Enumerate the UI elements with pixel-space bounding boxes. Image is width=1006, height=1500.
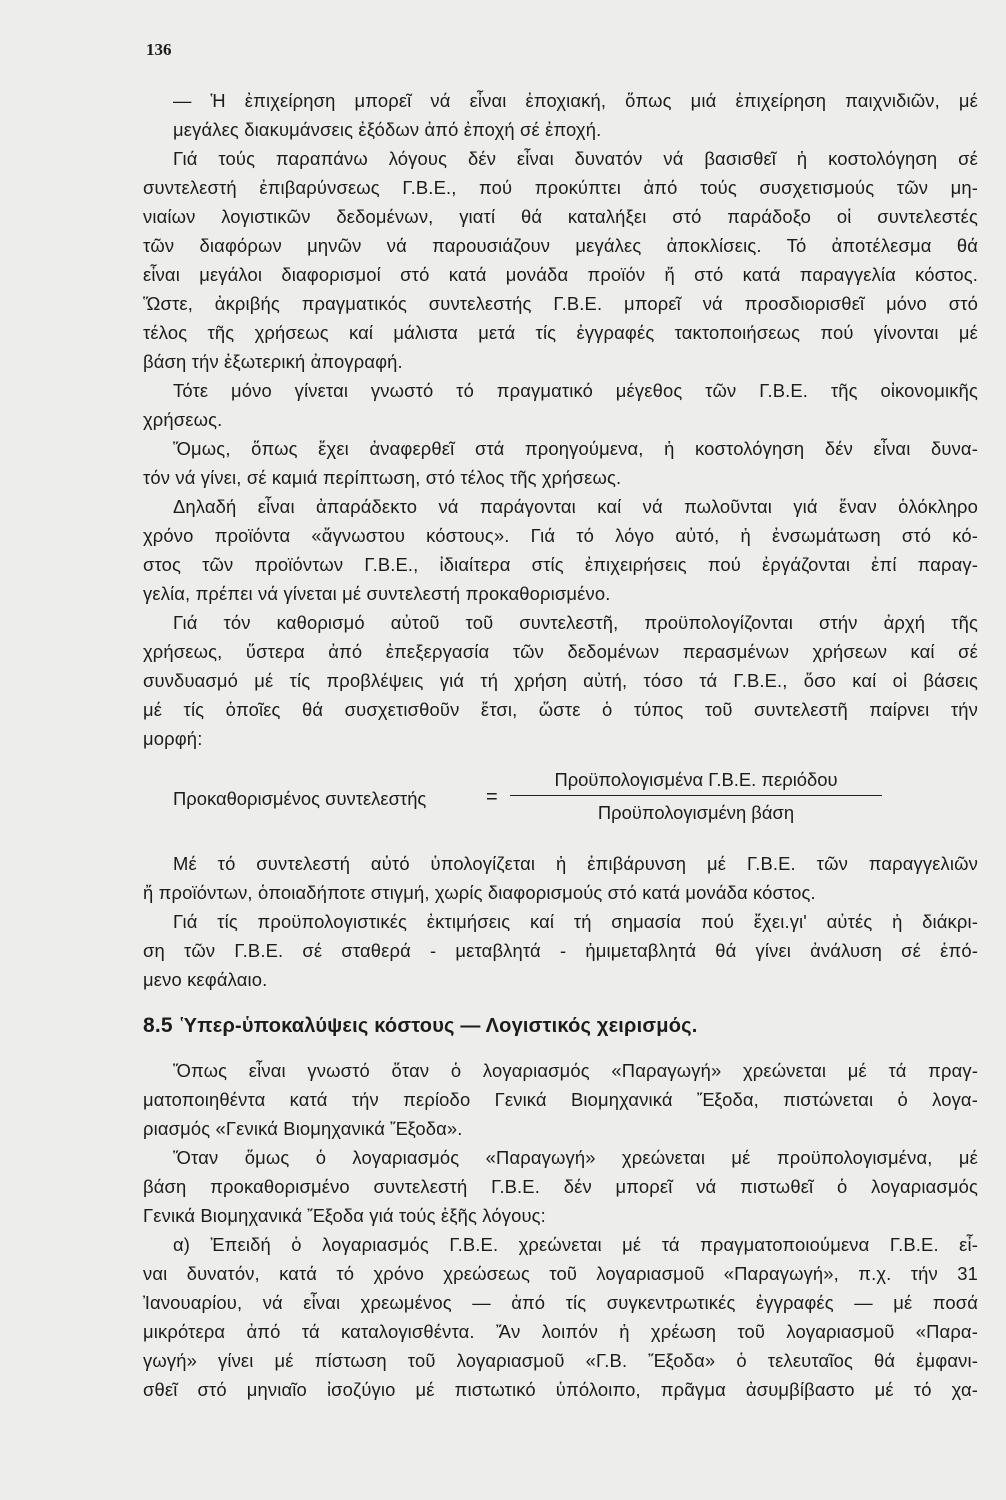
text-line: μέ τίς ὁποῖες θά συσχετισθοῦν ἔτσι, ὥστε ὁ τύπος τοῦ συντελεστῆ παίρνει τήν — [143, 699, 978, 720]
text-line: χρήσεως, ὕστερα ἀπό ἐπεξεργασία τῶν δεδομένων περασμένων χρήσεων καί σέ — [143, 641, 978, 662]
text-line: μεγάλες διακυμάνσεις ἐξόδων ἀπό ἐποχή σέ ἐποχή. — [173, 119, 602, 140]
text-line: βάση τήν ἐξωτερική ἀπογραφή. — [143, 351, 403, 372]
text-line: ναι δυνατόν, κατά τό χρόνο χρεώσεως τοῦ λογαριασμοῦ «Παραγωγή», π.χ. τήν 31 — [143, 1263, 978, 1284]
text-line: ἤ προϊόντων, ὁποιαδήποτε στιγμή, χωρίς διαφορισμούς στό κατά μονάδα κόστος. — [143, 882, 816, 903]
text-line: — Ἡ ἐπιχείρηση μπορεῖ νά εἶναι ἐποχιακή, ὅπως μιά ἐπιχείρηση παιχνιδιῶν, μέ — [173, 90, 978, 111]
text-line: Γιά τόν καθορισμό αὐτοῦ τοῦ συντελεστῆ, προϋπολογίζονται στήν ἀρχή τῆς — [173, 612, 978, 633]
formula-equals: = — [486, 786, 498, 808]
text-line: χρόνο προϊόντα «ἄγνωστου κόστους». Γιά τό λόγο αὐτό, ἡ ἐνσωμάτωση στό κό- — [143, 525, 978, 546]
text-line: βάση προκαθορισμένο συντελεστή Γ.Β.Ε. δέν μπορεῖ νά πιστωθεῖ ὁ λογαριασμός — [143, 1176, 978, 1197]
text-line: Ἰανουαρίου, νά εἶναι χρεωμένος — ἀπό τίς συγκεντρωτικές ἐγγραφές — μέ ποσά — [143, 1292, 978, 1313]
text-line: σθεῖ στό μηνιαῖο ἰσοζύγιο μέ πιστωτικό ὑπόλοιπο, πρᾶγμα ἀσυμβίβαστο μέ τό χα- — [143, 1379, 978, 1400]
paragraphs-before-formula — [143, 86, 978, 753]
formula-fraction — [510, 765, 882, 828]
text-line: Μέ τό συντελεστή αὐτό ὑπολογίζεται ἡ ἐπιβάρυνση μέ Γ.Β.Ε. τῶν παραγγελιῶν — [173, 853, 978, 874]
text-line: Γιά τούς παραπάνω λόγους δέν εἶναι δυνατόν νά βασισθεῖ ἡ κοστολόγηση σέ — [173, 148, 978, 169]
text-line: Ὅπως εἶναι γνωστό ὅταν ὁ λογαριασμός «Παραγωγή» χρεώνεται μέ τά πραγ- — [173, 1060, 978, 1081]
section-paragraphs — [143, 1056, 978, 1404]
formula-lhs: Προκαθορισμένος συντελεστής — [173, 788, 427, 809]
text-line: Ὥστε, ἀκριβής πραγματικός συντελεστής Γ.Β.Ε. μπορεῖ νά προσδιορισθεῖ μόνο στό — [143, 293, 978, 314]
page-number: 136 — [146, 40, 172, 59]
page-body — [143, 86, 978, 1404]
text-line: εἶναι μεγάλοι διαφορισμοί στό κατά μονάδα προϊόν ἤ στό κατά παραγγελία κόστος. — [143, 264, 978, 285]
text-line: α) Ἐπειδή ὁ λογαριασμός Γ.Β.Ε. χρεώνεται μέ τά πραγματοποιούμενα Γ.Β.Ε. εἶ- — [173, 1234, 978, 1255]
text-line: τέλος τῆς χρήσεως καί μάλιστα μετά τίς ἐγγραφές τακτοποιήσεως πού γίνονται μέ — [143, 322, 978, 343]
text-line: Γιά τίς προϋπολογιστικές ἐκτιμήσεις καί τή σημασία πού ἔχει.γι' αὐτές ἡ διάκρι- — [173, 911, 978, 932]
formula-denominator: Προϋπολογισμένη βάση — [597, 802, 795, 823]
text-line: τόν νά γίνει, σέ καμιά περίπτωση, στό τέλος τῆς χρήσεως. — [143, 467, 622, 488]
text-line: νιαίων λογιστικῶν δεδομένων, γιατί θά καταλήξει στό παράδοξο οἱ συντελεστές — [143, 206, 978, 227]
text-line: Τότε μόνο γίνεται γνωστό τό πραγματικό μέγεθος τῶν Γ.Β.Ε. τῆς οἰκονομικῆς — [173, 380, 978, 401]
text-line: ματοποιηθέντα κατά τήν περίοδο Γενικά Βιομηχανικά Ἔξοδα, πιστώνεται ὁ λογα- — [143, 1089, 978, 1110]
text-line: συνδυασμό μέ τίς προβλέψεις γιά τή χρήση αὐτή, τόσο τά Γ.Β.Ε., ὅσο καί οἱ βάσεις — [143, 670, 978, 691]
text-line: γωγή» γίνει μέ πίστωση τοῦ λογαριασμοῦ «Γ.Β. Ἔξοδα» ὁ τελευταῖος θά ἐμφανι- — [143, 1350, 978, 1371]
text-line: συντελεστή ἐπιβαρύνσεως Γ.Β.Ε., πού προκύπτει ἀπό τούς συσχετισμούς τῶν μη- — [143, 177, 978, 198]
text-line: ση τῶν Γ.Β.Ε. σέ σταθερά - μεταβλητά - ἡμιμεταβλητά θά γίνει ἀνάλυση σέ ἑπό- — [143, 940, 978, 961]
section-title: Ὑπερ-ὑποκαλύψεις κόστους — Λογιστικός χειρισμός. — [180, 1015, 698, 1037]
text-line: μορφή: — [143, 728, 203, 749]
section-heading — [143, 1006, 978, 1046]
text-line: τῶν διαφόρων μηνῶν νά παρουσιάζουν μεγάλες ἀποκλίσεις. Τό ἀποτέλεσμα θά — [143, 235, 978, 256]
text-line: μικρότερα ἀπό τά καταλογισθέντα. Ἄν λοιπόν ἡ χρέωση τοῦ λογαριασμοῦ «Παρα- — [143, 1321, 978, 1342]
text-line: χρήσεως. — [143, 409, 223, 430]
text-line: μενο κεφάλαιο. — [143, 969, 268, 990]
text-line: στος τῶν προϊόντων Γ.Β.Ε., ἰδιαίτερα στίς ἐπιχειρήσεις πού ἐργάζονται ἐπί παραγ- — [143, 554, 978, 575]
text-line: γελία, πρέπει νά γίνεται μέ συντελεστή προκαθορισμένο. — [143, 583, 611, 604]
text-line: Ὅταν ὅμως ὁ λογαριασμός «Παραγωγή» χρεώνεται μέ προϋπολογισμένα, μέ — [173, 1147, 978, 1168]
text-line: ριασμός «Γενικά Βιομηχανικά Ἔξοδα». — [143, 1118, 463, 1139]
formula — [143, 765, 978, 841]
text-line: Γενικά Βιομηχανικά Ἔξοδα γιά τούς ἑξῆς λόγους: — [143, 1205, 546, 1226]
paragraphs-after-formula — [143, 849, 978, 994]
text-line: Ὅμως, ὅπως ἔχει ἀναφερθεῖ στά προηγούμενα, ἡ κοστολόγηση δέν εἶναι δυνα- — [173, 438, 978, 459]
section-number: 8.5 — [143, 1014, 173, 1037]
formula-numerator: Προϋπολογισμένα Γ.Β.Ε. περιόδου — [554, 769, 838, 790]
text-line: Δηλαδή εἶναι ἀπαράδεκτο νά παράγονται καί νά πωλοῦνται γιά ἕναν ὁλόκληρο — [173, 496, 978, 517]
